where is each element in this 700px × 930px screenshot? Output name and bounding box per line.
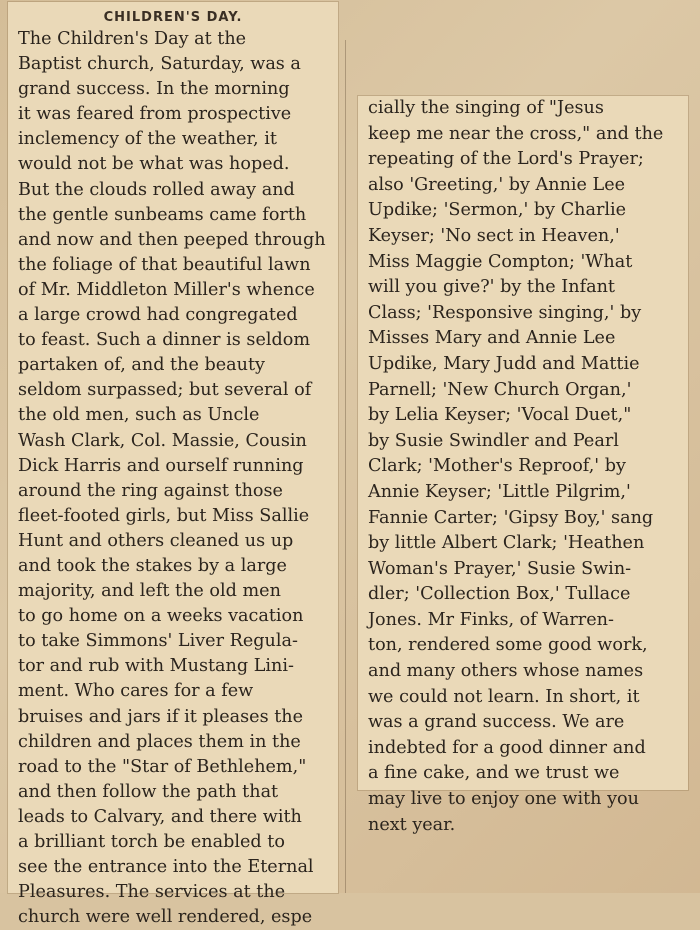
- text-line: we could not learn. In short, it: [368, 686, 640, 707]
- text-line: dler; 'Collection Box,' Tullace: [368, 584, 631, 605]
- text-line: grand success. In the morning: [18, 79, 290, 100]
- text-line: also 'Greeting,' by Annie Lee: [368, 174, 626, 195]
- text-line: it was feared from prospective: [18, 104, 292, 125]
- text-line: Baptist church, Saturday, was a: [18, 54, 301, 75]
- text-line: by Lelia Keyser; 'Vocal Duet,": [368, 405, 632, 426]
- text-line: Class; 'Responsive singing,' by: [368, 302, 642, 323]
- text-line: ment. Who cares for a few: [18, 681, 254, 702]
- text-line: ton, rendered some good work,: [368, 635, 648, 656]
- text-line: a fine cake, and we trust we: [368, 763, 620, 784]
- text-line: Fannie Carter; 'Gipsy Boy,' sang: [368, 507, 654, 528]
- text-line: road to the "Star of Bethlehem,": [18, 756, 307, 777]
- text-line: church were well rendered, espe: [18, 907, 313, 928]
- text-line: repeating of the Lord's Prayer;: [368, 149, 644, 170]
- text-line: to take Simmons' Liver Regula-: [18, 631, 298, 652]
- text-line: But the clouds rolled away and: [18, 179, 295, 200]
- text-line: Clark; 'Mother's Reproof,' by: [368, 456, 626, 477]
- text-line: was a grand success. We are: [368, 712, 625, 733]
- clipping-column-left: [8, 2, 338, 928]
- text-line: Woman's Prayer,' Susie Swin-: [368, 558, 632, 579]
- text-line: fleet-footed girls, but Miss Sallie: [18, 505, 310, 526]
- text-line: cially the singing of "Jesus: [368, 98, 604, 118]
- article-headline: CHILDREN'S DAY.: [103, 10, 243, 25]
- text-line: indebted for a good dinner and: [368, 737, 646, 758]
- text-line: of Mr. Middleton Miller's whence: [18, 279, 315, 300]
- text-line: Misses Mary and Annie Lee: [368, 328, 616, 349]
- text-line: inclemency of the weather, it: [18, 129, 277, 150]
- text-line: majority, and left the old men: [18, 581, 281, 602]
- text-line: a large crowd had congregated: [18, 305, 298, 326]
- text-line: see the entrance into the Eternal: [18, 857, 314, 878]
- text-line: leads to Calvary, and there with: [18, 806, 302, 827]
- text-line: Hunt and others cleaned us up: [18, 530, 294, 551]
- text-line: next year.: [368, 814, 456, 835]
- clipping-column-right: [358, 96, 688, 835]
- text-line: tor and rub with Mustang Lini-: [18, 656, 294, 677]
- text-line: the foliage of that beautiful lawn: [18, 254, 311, 275]
- text-line: children and places them in the: [18, 731, 301, 752]
- text-line: Updike, Mary Judd and Mattie: [368, 353, 640, 374]
- text-line: Wash Clark, Col. Massie, Cousin: [18, 430, 307, 451]
- text-line: Miss Maggie Compton; 'What: [368, 251, 633, 272]
- text-line: by little Albert Clark; 'Heathen: [368, 533, 645, 554]
- text-line: Jones. Mr Finks, of Warren-: [368, 609, 614, 630]
- text-line: Parnell; 'New Church Organ,': [368, 379, 632, 400]
- text-line: and now and then peeped through: [18, 229, 326, 250]
- text-line: keep me near the cross," and the: [368, 123, 664, 144]
- text-line: around the ring against those: [18, 480, 283, 501]
- text-line: will you give?' by the Infant: [368, 277, 615, 298]
- article-body-left: [8, 27, 338, 930]
- text-line: and many others whose names: [368, 661, 644, 682]
- text-line: the gentle sunbeams came forth: [18, 204, 307, 225]
- text-line: The Children's Day at the: [18, 29, 247, 49]
- article-body-right: [358, 96, 688, 838]
- column-divider: [345, 40, 346, 893]
- text-line: the old men, such as Uncle: [18, 405, 260, 426]
- text-line: Keyser; 'No sect in Heaven,': [368, 225, 620, 246]
- text-line: seldom surpassed; but several of: [18, 380, 312, 401]
- text-line: and took the stakes by a large: [18, 555, 287, 576]
- text-line: bruises and jars if it pleases the: [18, 706, 304, 727]
- text-line: Annie Keyser; 'Little Pilgrim,': [368, 481, 631, 502]
- text-line: a brilliant torch be enabled to: [18, 832, 285, 852]
- text-line: to go home on a weeks vacation: [18, 606, 304, 627]
- text-line: may live to enjoy one with you: [368, 789, 639, 810]
- text-line: Dick Harris and ourself running: [18, 455, 304, 476]
- text-line: would not be what was hoped.: [18, 154, 290, 175]
- text-line: Updike; 'Sermon,' by Charlie: [368, 200, 627, 221]
- text-line: to feast. Such a dinner is seldom: [18, 330, 311, 351]
- text-line: by Susie Swindler and Pearl: [368, 430, 619, 451]
- text-line: partaken of, and the beauty: [18, 355, 265, 376]
- text-line: Pleasures. The services at the: [18, 882, 286, 903]
- text-line: and then follow the path that: [18, 781, 279, 802]
